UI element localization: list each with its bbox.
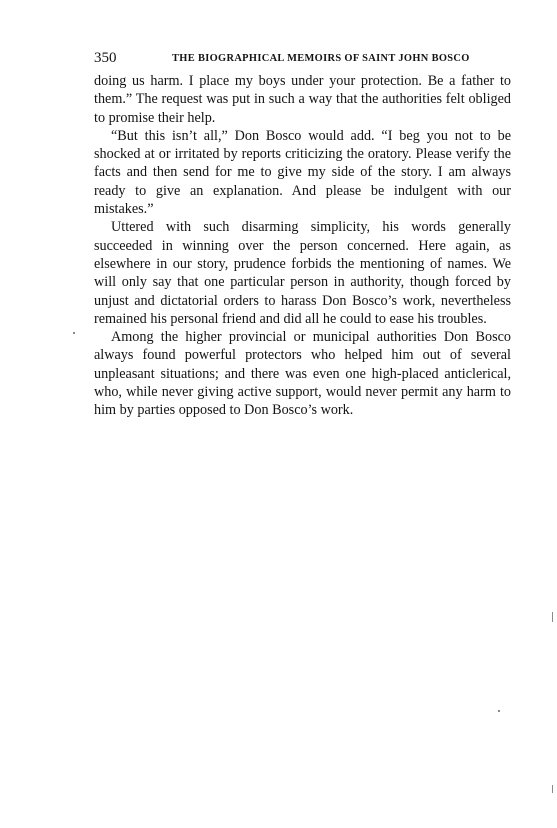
scan-speck	[498, 710, 500, 712]
paragraph-continued: doing us harm. I place my boys under your protection. Be a father to them.” The request was put in such a way that the authorities felt obliged to promise their help.	[94, 73, 511, 126]
scan-speck	[552, 785, 553, 793]
running-title: THE BIOGRAPHICAL MEMOIRS OF SAINT JOHN BOSCO	[172, 53, 470, 64]
paragraph-protectors: Among the higher provincial or municipal authorities Don Bosco always found powerful protectors who helped him out of several unpleasant situations; and there was even one high-placed anticlerical, who, while never giving active support, would never permit any harm to him by parties opposed to Don Bosco’s work.	[94, 329, 511, 419]
paragraph-narrative: Uttered with such disarming simplicity, his words generally succeeded in winning over the person concerned. Here again, as elsewhere in our story, prudence forbids the mentioning of names. We will only say that one particular person in authority, though forced by unjust and dictatorial orders to harass Don Bosco’s work, nevertheless remained his personal friend and did all he could to ease his troubles.	[94, 219, 511, 327]
running-head	[94, 48, 511, 68]
scan-speck	[73, 332, 75, 334]
scan-speck	[552, 612, 553, 622]
body-text	[94, 72, 511, 420]
paragraph-quote: “But this isn’t all,” Don Bosco would add. “I beg you not to be shocked at or irritated by reports criticizing the oratory. Please verify the facts and then send for me to give my side of the story. I am always ready to give an explanation. And please be indulgent with our mistakes.”	[94, 127, 511, 218]
page-number: 350	[94, 50, 117, 66]
